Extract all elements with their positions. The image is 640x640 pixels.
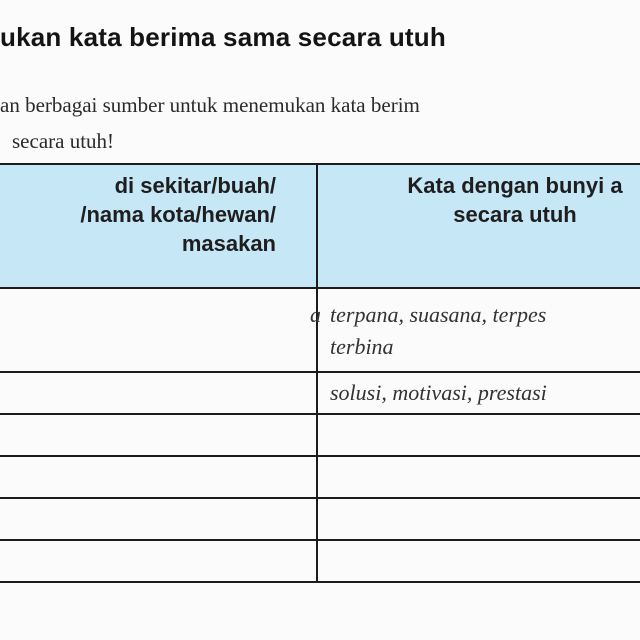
instruction-line-1: an berbagai sumber untuk menemukan kata berim xyxy=(0,93,420,117)
table-cell-rhyme-words[interactable] xyxy=(317,414,640,456)
table-cell-category[interactable] xyxy=(0,414,317,456)
table-cell-category[interactable] xyxy=(0,456,317,498)
table-cell-category[interactable] xyxy=(0,372,317,414)
rhyme-table-container xyxy=(0,163,640,603)
table-cell-rhyme-words[interactable] xyxy=(317,372,640,414)
table-cell-category[interactable] xyxy=(0,288,321,372)
header-category-text: di sekitar/buah/ /nama kota/hewan/ masakan xyxy=(80,173,276,256)
cell-text xyxy=(318,415,640,419)
table-row xyxy=(0,456,640,498)
table-row xyxy=(0,288,640,372)
cell-text xyxy=(0,373,316,377)
cell-text: solusi, motivasi, prestasi xyxy=(330,380,547,405)
table-cell-rhyme-words[interactable] xyxy=(317,540,640,582)
table-row xyxy=(0,372,640,414)
rhyme-table xyxy=(0,163,640,583)
instruction-text xyxy=(0,87,640,159)
table-cell-category[interactable] xyxy=(0,540,317,582)
table-row xyxy=(0,498,640,540)
header-cell-rhyme-words xyxy=(317,164,640,288)
cell-text xyxy=(0,457,316,461)
cell-text: a xyxy=(310,302,321,327)
cell-text xyxy=(0,415,316,419)
cell-text xyxy=(0,541,316,545)
table-header-row xyxy=(0,164,640,288)
table-row xyxy=(0,540,640,582)
table-cell-rhyme-words[interactable] xyxy=(317,456,640,498)
cell-text xyxy=(318,499,640,503)
header-rhyme-words-text: Kata dengan bunyi a secara utuh xyxy=(407,173,623,227)
cell-text xyxy=(0,499,316,503)
table-cell-category[interactable] xyxy=(0,498,317,540)
table-cell-rhyme-words[interactable] xyxy=(317,288,640,372)
instruction-line-2: secara utuh! xyxy=(12,129,115,153)
table-cell-rhyme-words[interactable] xyxy=(317,498,640,540)
header-cell-category xyxy=(0,164,317,288)
table-row xyxy=(0,414,640,456)
cell-text xyxy=(318,457,640,461)
cell-text: terpana, suasana, terpes terbina xyxy=(330,302,547,359)
cell-text xyxy=(318,541,640,545)
section-heading: ukan kata berima sama secara utuh xyxy=(0,22,446,52)
